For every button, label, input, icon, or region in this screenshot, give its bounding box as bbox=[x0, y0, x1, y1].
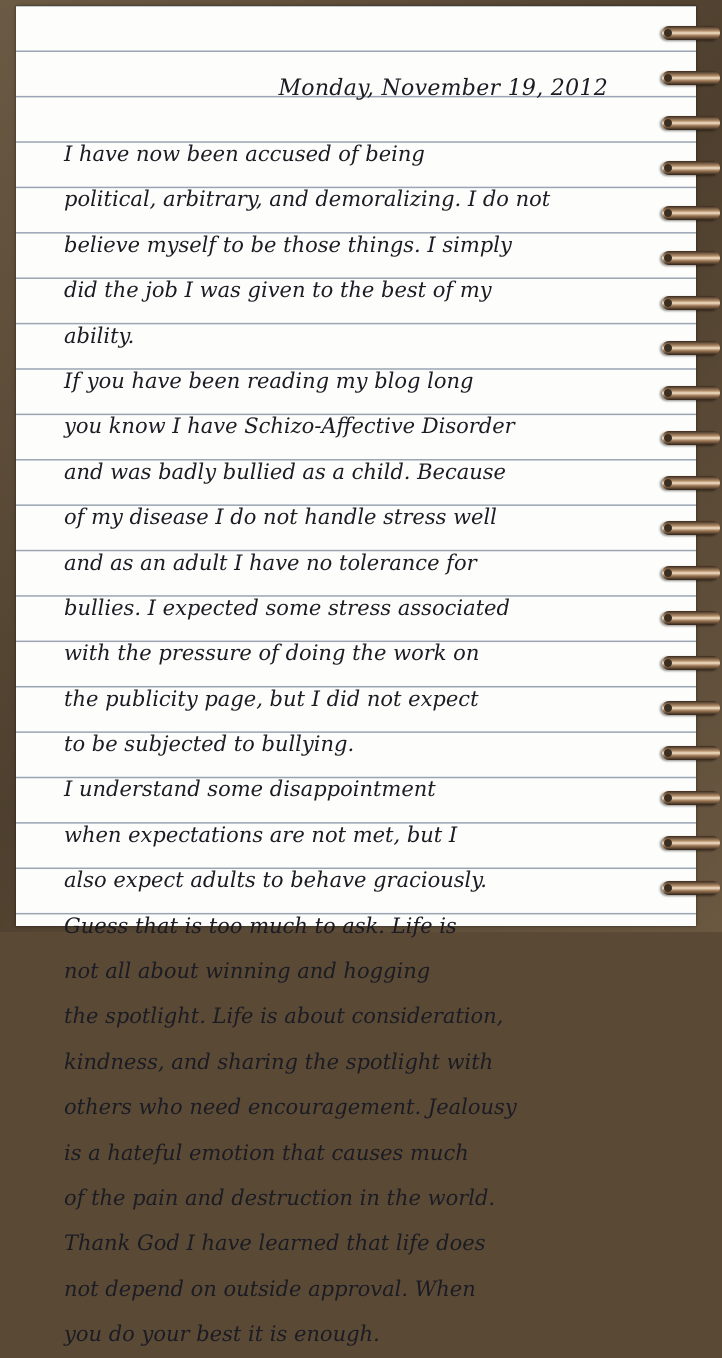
ring-hole bbox=[664, 524, 672, 532]
ring-hole bbox=[664, 569, 672, 577]
spiral-ring bbox=[662, 791, 720, 805]
text-line: the publicity page, but I did not expect bbox=[64, 686, 479, 711]
text-line: and was badly bullied as a child. Because bbox=[64, 459, 506, 484]
entry-body bbox=[64, 132, 644, 1358]
text-line: also expect adults to behave graciously. bbox=[64, 868, 487, 893]
ring-hole bbox=[664, 434, 672, 442]
ring-hole bbox=[664, 614, 672, 622]
spiral-ring bbox=[662, 476, 720, 490]
ring-hole bbox=[664, 884, 672, 892]
text-line: believe myself to be those things. I simply bbox=[64, 232, 512, 257]
ring-hole bbox=[664, 254, 672, 262]
ring-hole bbox=[664, 794, 672, 802]
text-line: Guess that is too much to ask. Life is bbox=[64, 913, 457, 938]
spiral-ring bbox=[662, 836, 720, 850]
text-line: political, arbitrary, and demoralizing. I do not bbox=[64, 187, 551, 212]
spiral-ring bbox=[662, 71, 720, 85]
spiral-ring bbox=[662, 656, 720, 670]
ring-hole bbox=[664, 164, 672, 172]
spiral-ring bbox=[662, 431, 720, 445]
notebook-page bbox=[16, 6, 696, 1347]
ring-hole bbox=[664, 749, 672, 757]
text-line: I understand some disappointment bbox=[64, 777, 436, 802]
text-line: of the pain and destruction in the world. bbox=[64, 1185, 496, 1210]
text-line: kindness, and sharing the spotlight with bbox=[64, 1049, 494, 1074]
text-line: and as an adult I have no tolerance for bbox=[64, 550, 477, 575]
text-line: when expectations are not met, but I bbox=[64, 822, 458, 847]
text-line: ability. bbox=[64, 323, 135, 348]
ring-hole bbox=[664, 704, 672, 712]
ring-hole bbox=[664, 29, 672, 37]
spiral-ring bbox=[662, 746, 720, 760]
spiral-ring bbox=[662, 161, 720, 175]
text-line: with the pressure of doing the work on bbox=[64, 641, 480, 666]
text-line: of my disease I do not handle stress well bbox=[64, 505, 497, 530]
text-line: did the job I was given to the best of my bbox=[64, 278, 492, 303]
spiral-ring bbox=[662, 611, 720, 625]
spiral-ring bbox=[662, 566, 720, 580]
ring-hole bbox=[664, 119, 672, 127]
spiral-ring bbox=[662, 521, 720, 535]
ring-hole bbox=[664, 299, 672, 307]
text-line: not all about winning and hogging bbox=[64, 959, 431, 984]
spiral-ring bbox=[662, 26, 720, 40]
text-line: you know I have Schizo-Affective Disorder bbox=[64, 414, 515, 439]
spiral-ring bbox=[662, 206, 720, 220]
spiral-ring bbox=[662, 386, 720, 400]
spiral-ring bbox=[662, 296, 720, 310]
ring-hole bbox=[664, 479, 672, 487]
text-line: bullies. I expected some stress associated bbox=[64, 595, 510, 620]
ring-hole bbox=[664, 209, 672, 217]
ring-hole bbox=[664, 839, 672, 847]
ring-hole bbox=[664, 389, 672, 397]
text-line: I have now been accused of being bbox=[64, 142, 425, 166]
ring-hole bbox=[664, 659, 672, 667]
spiral-ring bbox=[662, 701, 720, 715]
text-line: not depend on outside approval. When bbox=[64, 1276, 476, 1301]
text-line: you do your best it is enough. bbox=[64, 1322, 380, 1347]
spiral-binding bbox=[656, 20, 720, 920]
spiral-ring bbox=[662, 881, 720, 895]
text-line: is a hateful emotion that causes much bbox=[64, 1140, 469, 1165]
spiral-ring bbox=[662, 251, 720, 265]
ring-hole bbox=[664, 74, 672, 82]
ring-hole bbox=[664, 344, 672, 352]
spiral-ring bbox=[662, 341, 720, 355]
text-line: If you have been reading my blog long bbox=[64, 368, 474, 393]
spiral-ring bbox=[662, 116, 720, 130]
text-line: others who need encouragement. Jealousy bbox=[64, 1095, 517, 1120]
text-line: Thank God I have learned that life does bbox=[64, 1231, 486, 1256]
entry-date: Monday, November 19, 2012 bbox=[278, 76, 608, 101]
text-line: the spotlight. Life is about consideration, bbox=[64, 1004, 504, 1029]
text-line: to be subjected to bullying. bbox=[64, 732, 355, 757]
